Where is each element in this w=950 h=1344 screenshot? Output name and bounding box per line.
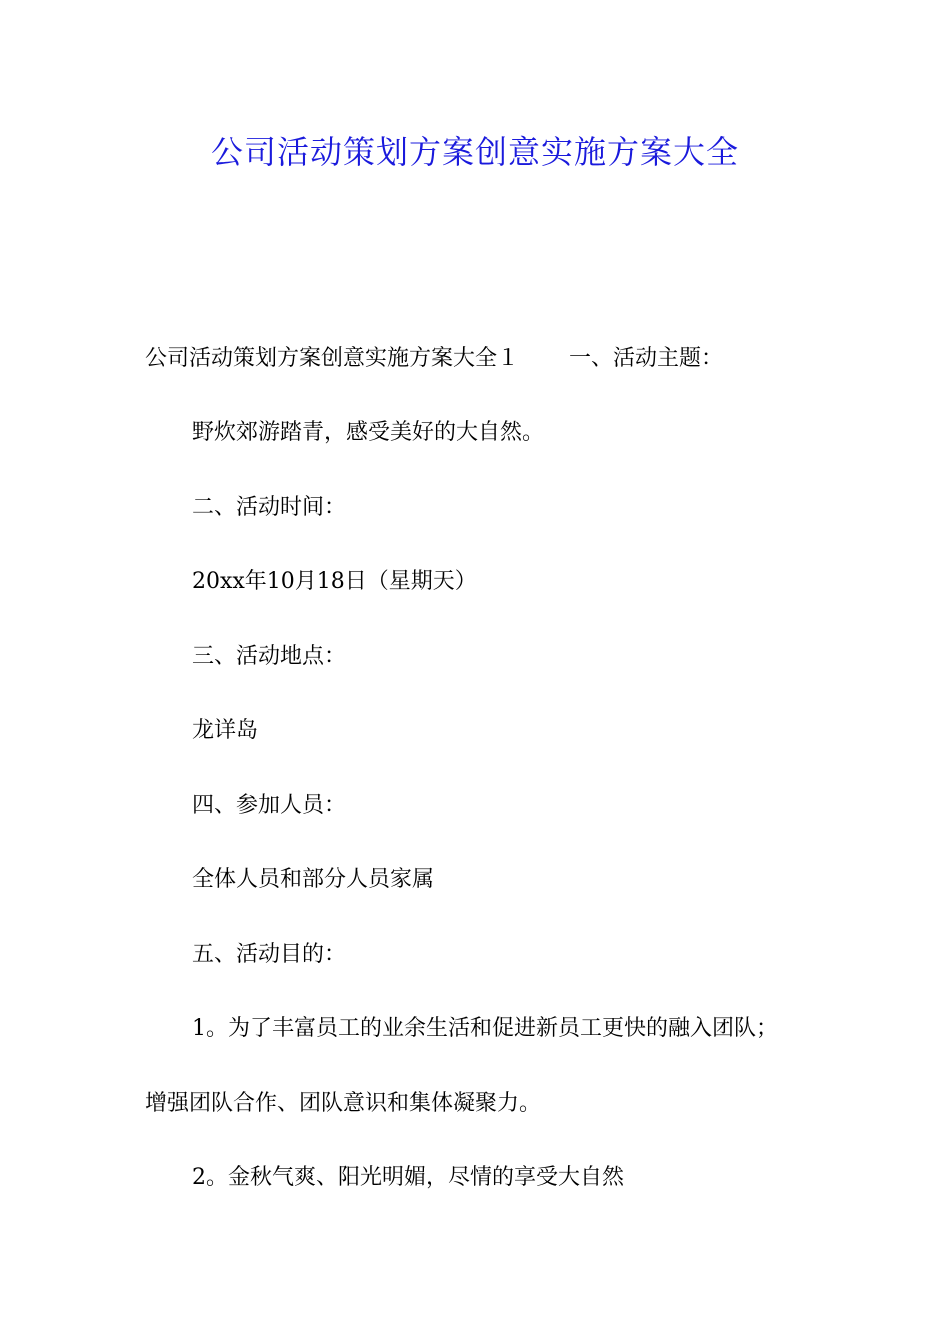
paragraph-line-time-content: 20xx年10月18日（星期天）	[192, 569, 477, 594]
paragraph-line-location-content: 龙详岛	[192, 718, 259, 743]
section-heading-participants: 四、参加人员：	[192, 793, 347, 818]
paragraph-line-participants-content: 全体人员和部分人员家属	[192, 867, 435, 892]
section-heading-location: 三、活动地点：	[192, 644, 347, 669]
section-heading-purpose: 五、活动目的：	[192, 942, 347, 967]
paragraph-line-purpose-2: 2。金秋气爽、阳光明媚，尽情的享受大自然	[192, 1165, 624, 1190]
paragraph-line-purpose-1: 1。为了丰富员工的业余生活和促进新员工更快的融入团队；	[192, 1016, 778, 1041]
paragraph-line-intro	[145, 344, 723, 374]
paragraph-line-theme-content: 野炊郊游踏青，感受美好的大自然。	[192, 420, 545, 445]
paragraph-line-purpose-1-cont: 增强团队合作、团队意识和集体凝聚力。	[145, 1091, 542, 1116]
section-heading-theme: 一、活动主题：	[569, 346, 724, 371]
section-heading-time: 二、活动时间：	[192, 495, 347, 520]
intro-text: 公司活动策划方案创意实施方案大全１	[145, 346, 520, 371]
document-title: 公司活动策划方案创意实施方案大全	[210, 133, 739, 171]
